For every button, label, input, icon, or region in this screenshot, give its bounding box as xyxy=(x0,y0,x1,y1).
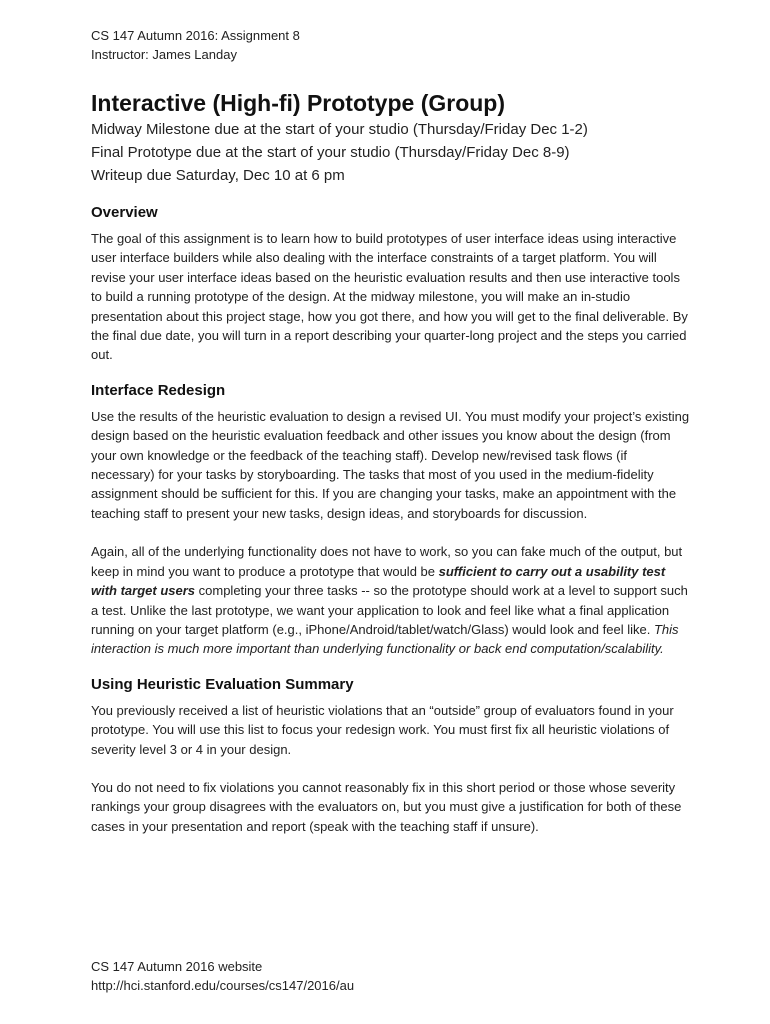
redesign-emphasis: sufficient to carry out a usability test with target users xyxy=(91,563,666,599)
instructor-line: Instructor: James Landay xyxy=(91,47,237,62)
redesign-text-a: Again, all of the underlying functionality does not have to work, so you can fake much of the output, but keep in mind you want to produce a prototype that would be xyxy=(91,544,683,579)
due-date-final: Final Prototype due at the start of your studio (Thursday/Friday Dec 8-9) xyxy=(91,144,570,161)
footer-site-line: CS 147 Autumn 2016 website xyxy=(91,959,263,974)
overview-paragraph: The goal of this assignment is to learn how to build prototypes of user interface ideas using interactive user interface builders while also dealing with the interface constraints of a target platform. You will revise your user interface ideas based on the heuristic evaluation results and then use interactive tools to build a running prototype of the design. At the midway milestone, you will make an in-studio presentation about this project stage, how you got there, and how you will get to the final deliverable. By the final due date, you will turn in a report describing your quarter-long project and the steps you carried out. xyxy=(91,231,688,363)
heuristic-summary-heading: Using Heuristic Evaluation Summary xyxy=(91,675,354,693)
heuristic-summary-paragraph-1: You previously received a list of heuristic violations that an “outside” group of evaluators found in your prototype. You will use this list to focus your redesign work. You must first fix all heuristic violations of severity level 3 or 4 in your design. xyxy=(91,702,674,757)
due-date-writeup: Writeup due Saturday, Dec 10 at 6 pm xyxy=(91,167,345,184)
footer-url[interactable]: http://hci.stanford.edu/courses/cs147/2016/au xyxy=(91,978,355,993)
interface-redesign-heading: Interface Redesign xyxy=(91,381,226,399)
page-footer xyxy=(91,957,354,995)
course-line: CS 147 Autumn 2016: Assignment 8 xyxy=(91,28,300,43)
redesign-italic-note: This interaction is much more important than underlying functionality or back end computation/scalability. xyxy=(91,621,679,657)
document-page xyxy=(91,26,691,836)
overview-heading: Overview xyxy=(91,204,158,221)
heuristic-summary-paragraph-2: You do not need to fix violations you cannot reasonably fix in this short period or those whose severity rankings your group disagrees with the evaluators on, but you must give a justification for both of these cases in your presentation and report (speak with the teaching staff if unsure). xyxy=(91,779,682,834)
interface-redesign-paragraph-2 xyxy=(91,542,691,658)
page-title: Interactive (High-fi) Prototype (Group) xyxy=(91,90,505,116)
due-date-midway: Midway Milestone due at the start of your studio (Thursday/Friday Dec 1-2) xyxy=(91,121,588,138)
redesign-text-b: completing your three tasks -- so the prototype should work at a level to support such a test. Unlike the last prototype, we want your application to look and feel like what a final application running on your target platform (e.g., iPhone/Android/tablet/watch/Glass) would look and feel like. xyxy=(91,583,688,637)
interface-redesign-paragraph-1: Use the results of the heuristic evaluation to design a revised UI. You must modify your project’s existing design based on the heuristic evaluation feedback and other issues you know about the design (from your own knowledge or the feedback of the teaching staff). Develop new/revised task flows (if necessary) for your tasks by storyboarding. The tasks that most of you used in the medium-fidelity assignment should be sufficient for this. If you are changing your tasks, make an appointment with the teaching staff to present your new tasks, design ideas, and storyboards for discussion. xyxy=(91,408,690,521)
